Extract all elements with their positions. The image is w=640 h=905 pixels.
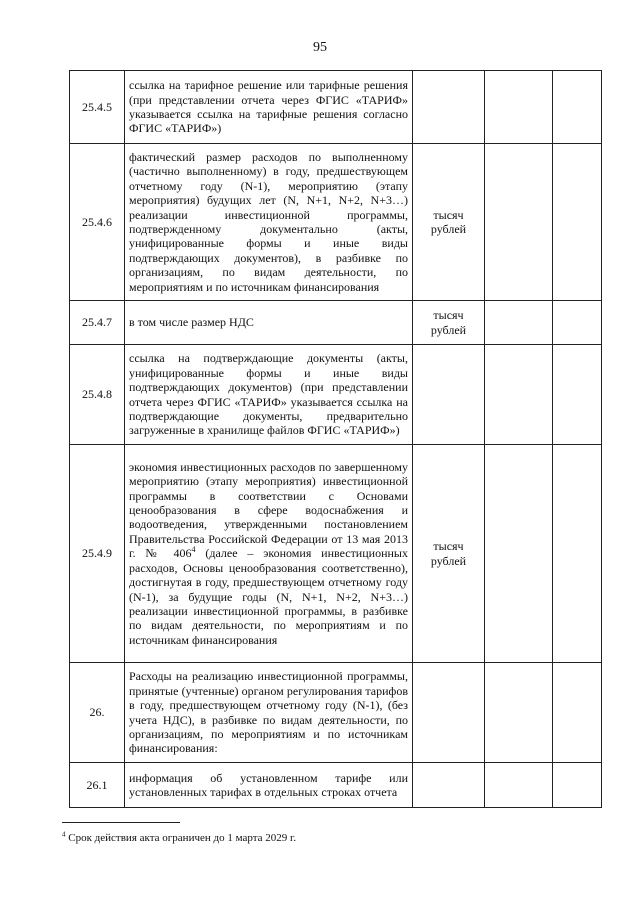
empty-cell [485,144,553,301]
table-row [70,763,602,808]
footnote-separator [62,822,180,823]
empty-cell [485,345,553,445]
empty-cell [553,763,602,808]
row-description: фактический размер расходов по выполненному (частично выполненному) в году, предшествующем отчетному году (N-1), мероприятию (этапу мероприятия) будущих лет (N, N+1, N+2, N+3…) реализации инвестиционной программы, подтвержденному документально (акты, унифицированные формы и иные виды подтверждающих документов), в разбивке по организациям, по видам деятельности, по мероприятиям и по источникам финансирования [125,144,413,301]
row-description: ссылка на подтверждающие документы (акты, унифицированные формы и иные виды подтверждающих документов) (при представлении отчета через ФГИС «ТАРИФ» указывается ссылка на подтверждающие документы, предварительно загруженные в хранилище файлов ФГИС «ТАРИФ») [125,345,413,445]
row-description: Расходы на реализацию инвестиционной программы, принятые (учтенные) органом регулирования тарифов в году, предшествующем отчетному году (N-1), (без учета НДС), в разбивке по видам деятельности, по организациям, по мероприятиям и по источникам финансирования: [125,663,413,763]
empty-cell [553,301,602,345]
empty-cell [553,345,602,445]
footnote-marker: 4 [62,830,66,839]
empty-cell [485,445,553,663]
row-unit [413,345,485,445]
row-unit [413,763,485,808]
row-description: информация об установленном тарифе или установленных тарифах в отдельных строках отчета [125,763,413,808]
table-row [70,663,602,763]
row-unit [413,71,485,144]
row-description-part: экономия инвестиционных расходов по завершенному мероприятию (этапу мероприятия) инвестиционной программы в соответствии с Основами ценообразования в сфере водоснабжения и водоотведения, утвержденными постановлением Правительства Российской Федерации от 13 мая 2013 г. № 406 [129,459,408,561]
row-number: 25.4.5 [70,71,125,144]
row-number: 25.4.7 [70,301,125,345]
table-row [70,345,602,445]
row-description: ссылка на тарифное решение или тарифные решения (при представлении отчета через ФГИС «ТАРИФ» указывается ссылка на тарифные решения согласно ФГИС «ТАРИФ») [125,71,413,144]
footnote [62,832,296,844]
empty-cell [553,71,602,144]
empty-cell [553,663,602,763]
empty-cell [485,301,553,345]
row-unit: тысяч рублей [413,301,485,345]
empty-cell [553,144,602,301]
row-unit [413,663,485,763]
table-row [70,71,602,144]
row-unit: тысяч рублей [413,445,485,663]
row-description-part: (далее – экономия инвестиционных расходов, Основы ценообразования соответственно), достигнутая в году, предшествующем отчетному году (N-1), за будущие годы (N, N+1, N+2, N+3…) реализации инвестиционной программы, в разбивке по видам деятельности, по мероприятиям и по источникам финансирования [129,546,408,647]
row-number: 25.4.6 [70,144,125,301]
report-table [69,70,602,808]
empty-cell [553,445,602,663]
row-description: в том числе размер НДС [125,301,413,345]
row-unit: тысяч рублей [413,144,485,301]
footnote-text: Срок действия акта ограничен до 1 марта 2029 г. [68,832,297,844]
row-description [125,445,413,663]
row-number: 26.1 [70,763,125,808]
footnote-reference: 4 [191,545,196,555]
empty-cell [485,763,553,808]
row-number: 25.4.8 [70,345,125,445]
table-row [70,445,602,663]
row-number: 26. [70,663,125,763]
table-row [70,144,602,301]
empty-cell [485,663,553,763]
table-row [70,301,602,345]
empty-cell [485,71,553,144]
row-number: 25.4.9 [70,445,125,663]
page-number: 95 [313,40,327,55]
